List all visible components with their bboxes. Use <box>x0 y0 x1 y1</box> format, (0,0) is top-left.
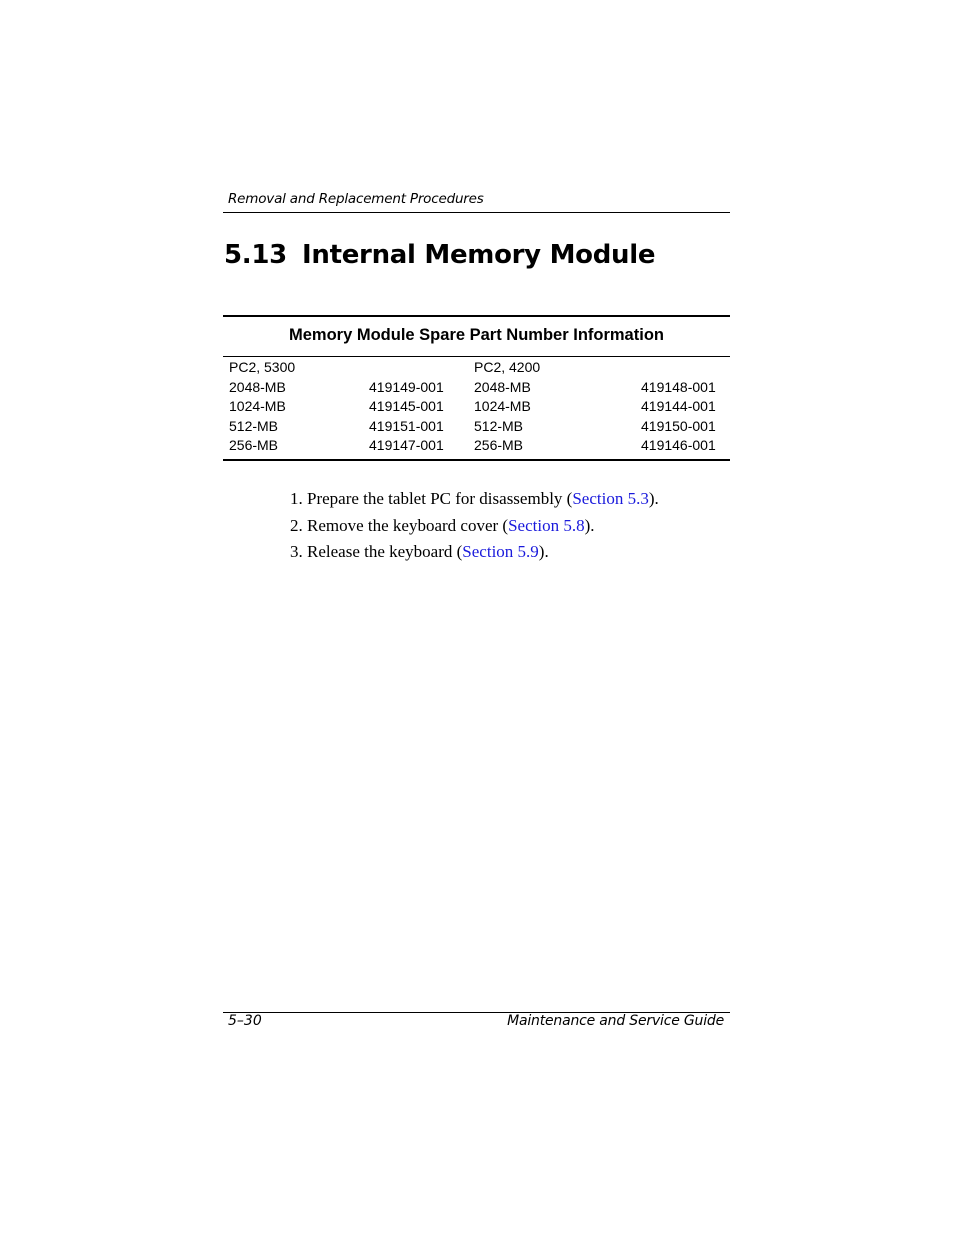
table-cell: PC2, 5300 <box>229 359 296 375</box>
section-link[interactable]: Section 5.8 <box>508 515 585 535</box>
step-number: 1. <box>290 489 303 508</box>
step-text: Prepare the tablet PC for disassembly ( <box>307 489 573 508</box>
spare-part-grid <box>223 358 730 456</box>
table-cell: 419145-001 <box>369 398 444 414</box>
table-cell: 1024-MB <box>229 398 286 414</box>
step-suffix: ). <box>648 489 659 508</box>
table-row <box>223 417 730 437</box>
procedure-step <box>290 514 659 541</box>
table-row <box>223 378 730 398</box>
step-number: 3. <box>290 542 303 561</box>
table-cell: 419147-001 <box>369 437 444 453</box>
header-rule <box>223 212 730 213</box>
table-cell: 2048-MB <box>474 378 531 395</box>
page-number: 5–30 <box>228 1013 262 1029</box>
procedure-steps <box>290 487 659 567</box>
step-suffix: ). <box>538 542 549 561</box>
step-suffix: ). <box>584 515 595 535</box>
table-cell: 419146-001 <box>641 437 716 453</box>
table-cell: 1024-MB <box>474 398 531 414</box>
table-cell: 256-MB <box>474 437 524 453</box>
table-row <box>223 436 730 456</box>
section-heading: Internal Memory Module <box>302 240 656 270</box>
step-text: Remove the keyboard cover ( <box>307 515 509 535</box>
guide-title: Maintenance and Service Guide <box>507 1013 724 1029</box>
table-cell: 512-MB <box>229 417 279 434</box>
table-cell: 512-MB <box>474 417 524 434</box>
table-cell: PC2, 4200 <box>474 359 541 375</box>
running-header: Removal and Replacement Procedures <box>228 191 484 207</box>
procedure-step <box>290 487 659 514</box>
step-number: 2. <box>290 515 303 535</box>
table-cell: 2048-MB <box>229 378 286 395</box>
table-caption: Memory Module Spare Part Number Information <box>223 317 730 357</box>
table-cell: 419144-001 <box>641 398 716 414</box>
table-row <box>223 358 730 378</box>
section-number: 5.13 <box>224 240 287 270</box>
table-cell: 419148-001 <box>641 378 716 395</box>
table-cell: 419151-001 <box>369 417 444 434</box>
table-cell: 256-MB <box>229 437 279 453</box>
section-link[interactable]: Section 5.9 <box>462 542 539 561</box>
procedure-step <box>290 540 659 567</box>
step-text: Release the keyboard ( <box>307 542 463 561</box>
table-cell <box>641 358 730 378</box>
section-title <box>224 240 655 270</box>
table-row <box>223 397 730 417</box>
table-cell: 419150-001 <box>641 417 716 434</box>
section-link[interactable]: Section 5.3 <box>572 489 649 508</box>
spare-part-table <box>223 315 730 461</box>
table-cell: 419149-001 <box>369 378 444 395</box>
table-cell <box>369 358 468 378</box>
